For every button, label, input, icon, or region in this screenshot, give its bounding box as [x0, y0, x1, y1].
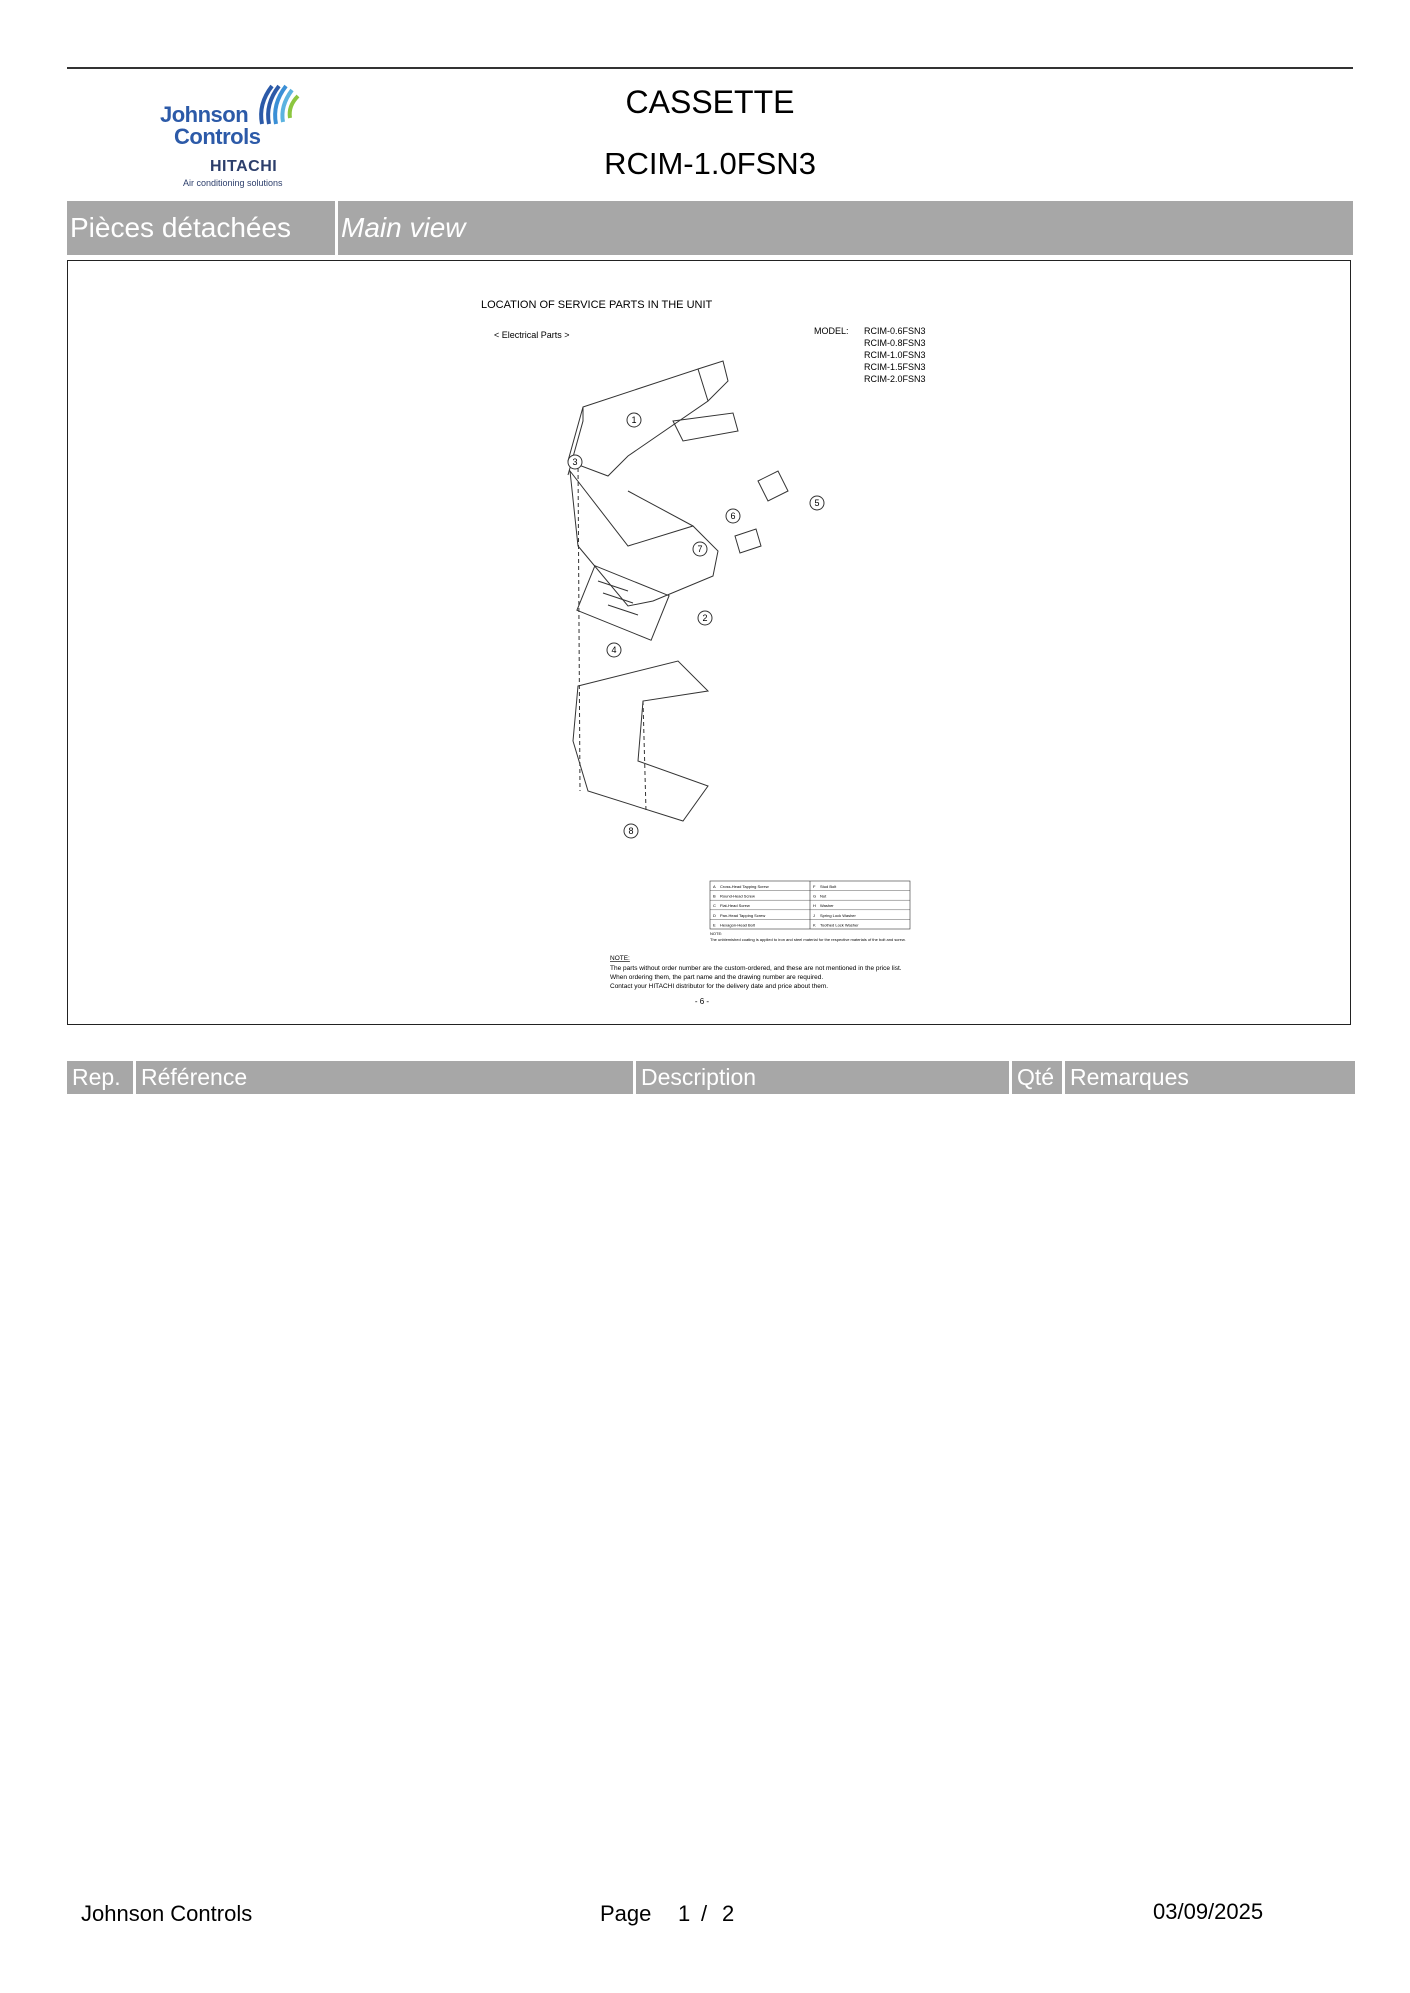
footer-page-label: Page: [600, 1901, 652, 1926]
footer-date: 03/09/2025: [1153, 1899, 1264, 1924]
callout-label: 6: [730, 511, 736, 521]
view-label: Main view: [338, 201, 1353, 255]
diagram-heading: LOCATION OF SERVICE PARTS IN THE UNIT: [481, 299, 713, 311]
note-line: The parts without order number are the custom-ordered, and these are not mentioned in the price list.: [610, 965, 902, 972]
fastener-legend: [710, 881, 910, 942]
callout-label: 2: [702, 613, 708, 623]
assembly-line: [578, 461, 580, 791]
legend-code: D: [713, 912, 716, 918]
exploded-view-diagram: [67, 260, 1351, 1025]
legend-name: Toothed Lock Washer: [820, 922, 859, 928]
part-bracket: [698, 361, 728, 401]
note-label: NOTE:: [610, 955, 630, 962]
legend-name: Spring Lock Washer: [820, 912, 856, 918]
footer-company: Johnson Controls: [81, 1901, 253, 1926]
model-item: RCIM-1.0FSN3: [864, 350, 926, 360]
brand-tagline: Air conditioning solutions: [183, 178, 283, 188]
note-line: Contact your HITACHI distributor for the delivery date and price about them.: [610, 983, 829, 990]
part-pcb-detail: [598, 581, 638, 615]
legend-note-label: NOTE:: [710, 931, 723, 936]
legend-code: H: [813, 903, 816, 909]
diagram-subheading: < Electrical Parts >: [494, 330, 570, 340]
section-label: Pièces détachées: [67, 201, 335, 255]
legend-name: Hexagon-Head Bolt: [720, 922, 755, 928]
brand-sub: HITACHI: [210, 158, 278, 175]
company-logo: [158, 82, 308, 192]
legend-code: A: [713, 884, 716, 889]
legend-name: Pan-Head Tapping Screw: [720, 912, 766, 918]
note-line: When ordering them, the part name and the drawing number are required.: [610, 974, 824, 981]
callout-label: 1: [631, 415, 637, 425]
top-rule: [67, 67, 1353, 69]
legend-code: B: [713, 893, 716, 899]
logo-mark-icon: [254, 82, 304, 132]
legend-code: F: [813, 884, 816, 889]
column-header-reference: Référence: [136, 1061, 633, 1094]
column-header-rep: Rep.: [67, 1061, 133, 1094]
exploded-view-drawing: [68, 261, 1352, 1026]
legend-name: Cross-Head Tapping Screw: [720, 884, 769, 889]
part-edge-line: [628, 491, 693, 526]
model-item: RCIM-2.0FSN3: [864, 374, 926, 384]
brand-line2: Controls: [174, 124, 261, 149]
document-title: CASSETTE: [625, 84, 795, 120]
callouts: [568, 413, 824, 838]
footer-page-total: 2: [722, 1901, 735, 1926]
model-item: RCIM-0.6FSN3: [864, 326, 926, 336]
brand-line1: Johnson: [160, 102, 249, 127]
legend-code: K: [813, 922, 816, 928]
column-header-description: Description: [636, 1061, 1009, 1094]
part-pcb: [577, 566, 669, 640]
legend-name: Stud Bolt: [820, 884, 837, 889]
diagram-page-marker: - 6 -: [694, 997, 710, 1006]
callout-label: 8: [628, 826, 634, 836]
model-item: RCIM-0.8FSN3: [864, 338, 926, 348]
legend-code: E: [713, 922, 716, 928]
legend-note-text: The unblemished coating is applied to iron and steel material for the respective materials of the bolt and screw.: [710, 937, 906, 942]
model-label: MODEL:: [814, 326, 849, 336]
callout-label: 7: [697, 544, 703, 554]
callout-label: 5: [814, 498, 820, 508]
callout-label: 3: [572, 457, 578, 467]
part-drain-cover: [573, 661, 708, 821]
callout-labels: [572, 415, 819, 836]
legend-code: J: [813, 912, 815, 918]
model-item: RCIM-1.5FSN3: [864, 362, 926, 372]
legend-code: C: [713, 903, 716, 909]
legend-code: G: [813, 893, 817, 899]
assembly-line: [643, 701, 646, 811]
column-header-quantity: Qté: [1012, 1061, 1062, 1094]
document-model: RCIM-1.0FSN3: [604, 146, 816, 181]
part-transformer: [758, 471, 788, 501]
legend-name: Round-Head Screw: [720, 893, 755, 899]
callout-label: 4: [611, 645, 617, 655]
part-drawings: [568, 361, 788, 821]
column-header-remarks: Remarques: [1065, 1061, 1355, 1094]
part-terminal-board: [735, 529, 761, 553]
legend-name: Washer: [820, 903, 834, 909]
legend-name: Flat-Head Screw: [720, 903, 750, 909]
footer-page-current: 1: [678, 1901, 691, 1926]
part-support: [673, 413, 738, 441]
legend-name: Nut: [820, 893, 827, 899]
footer-page-separator: /: [701, 1901, 708, 1926]
ordering-note: [610, 955, 902, 990]
